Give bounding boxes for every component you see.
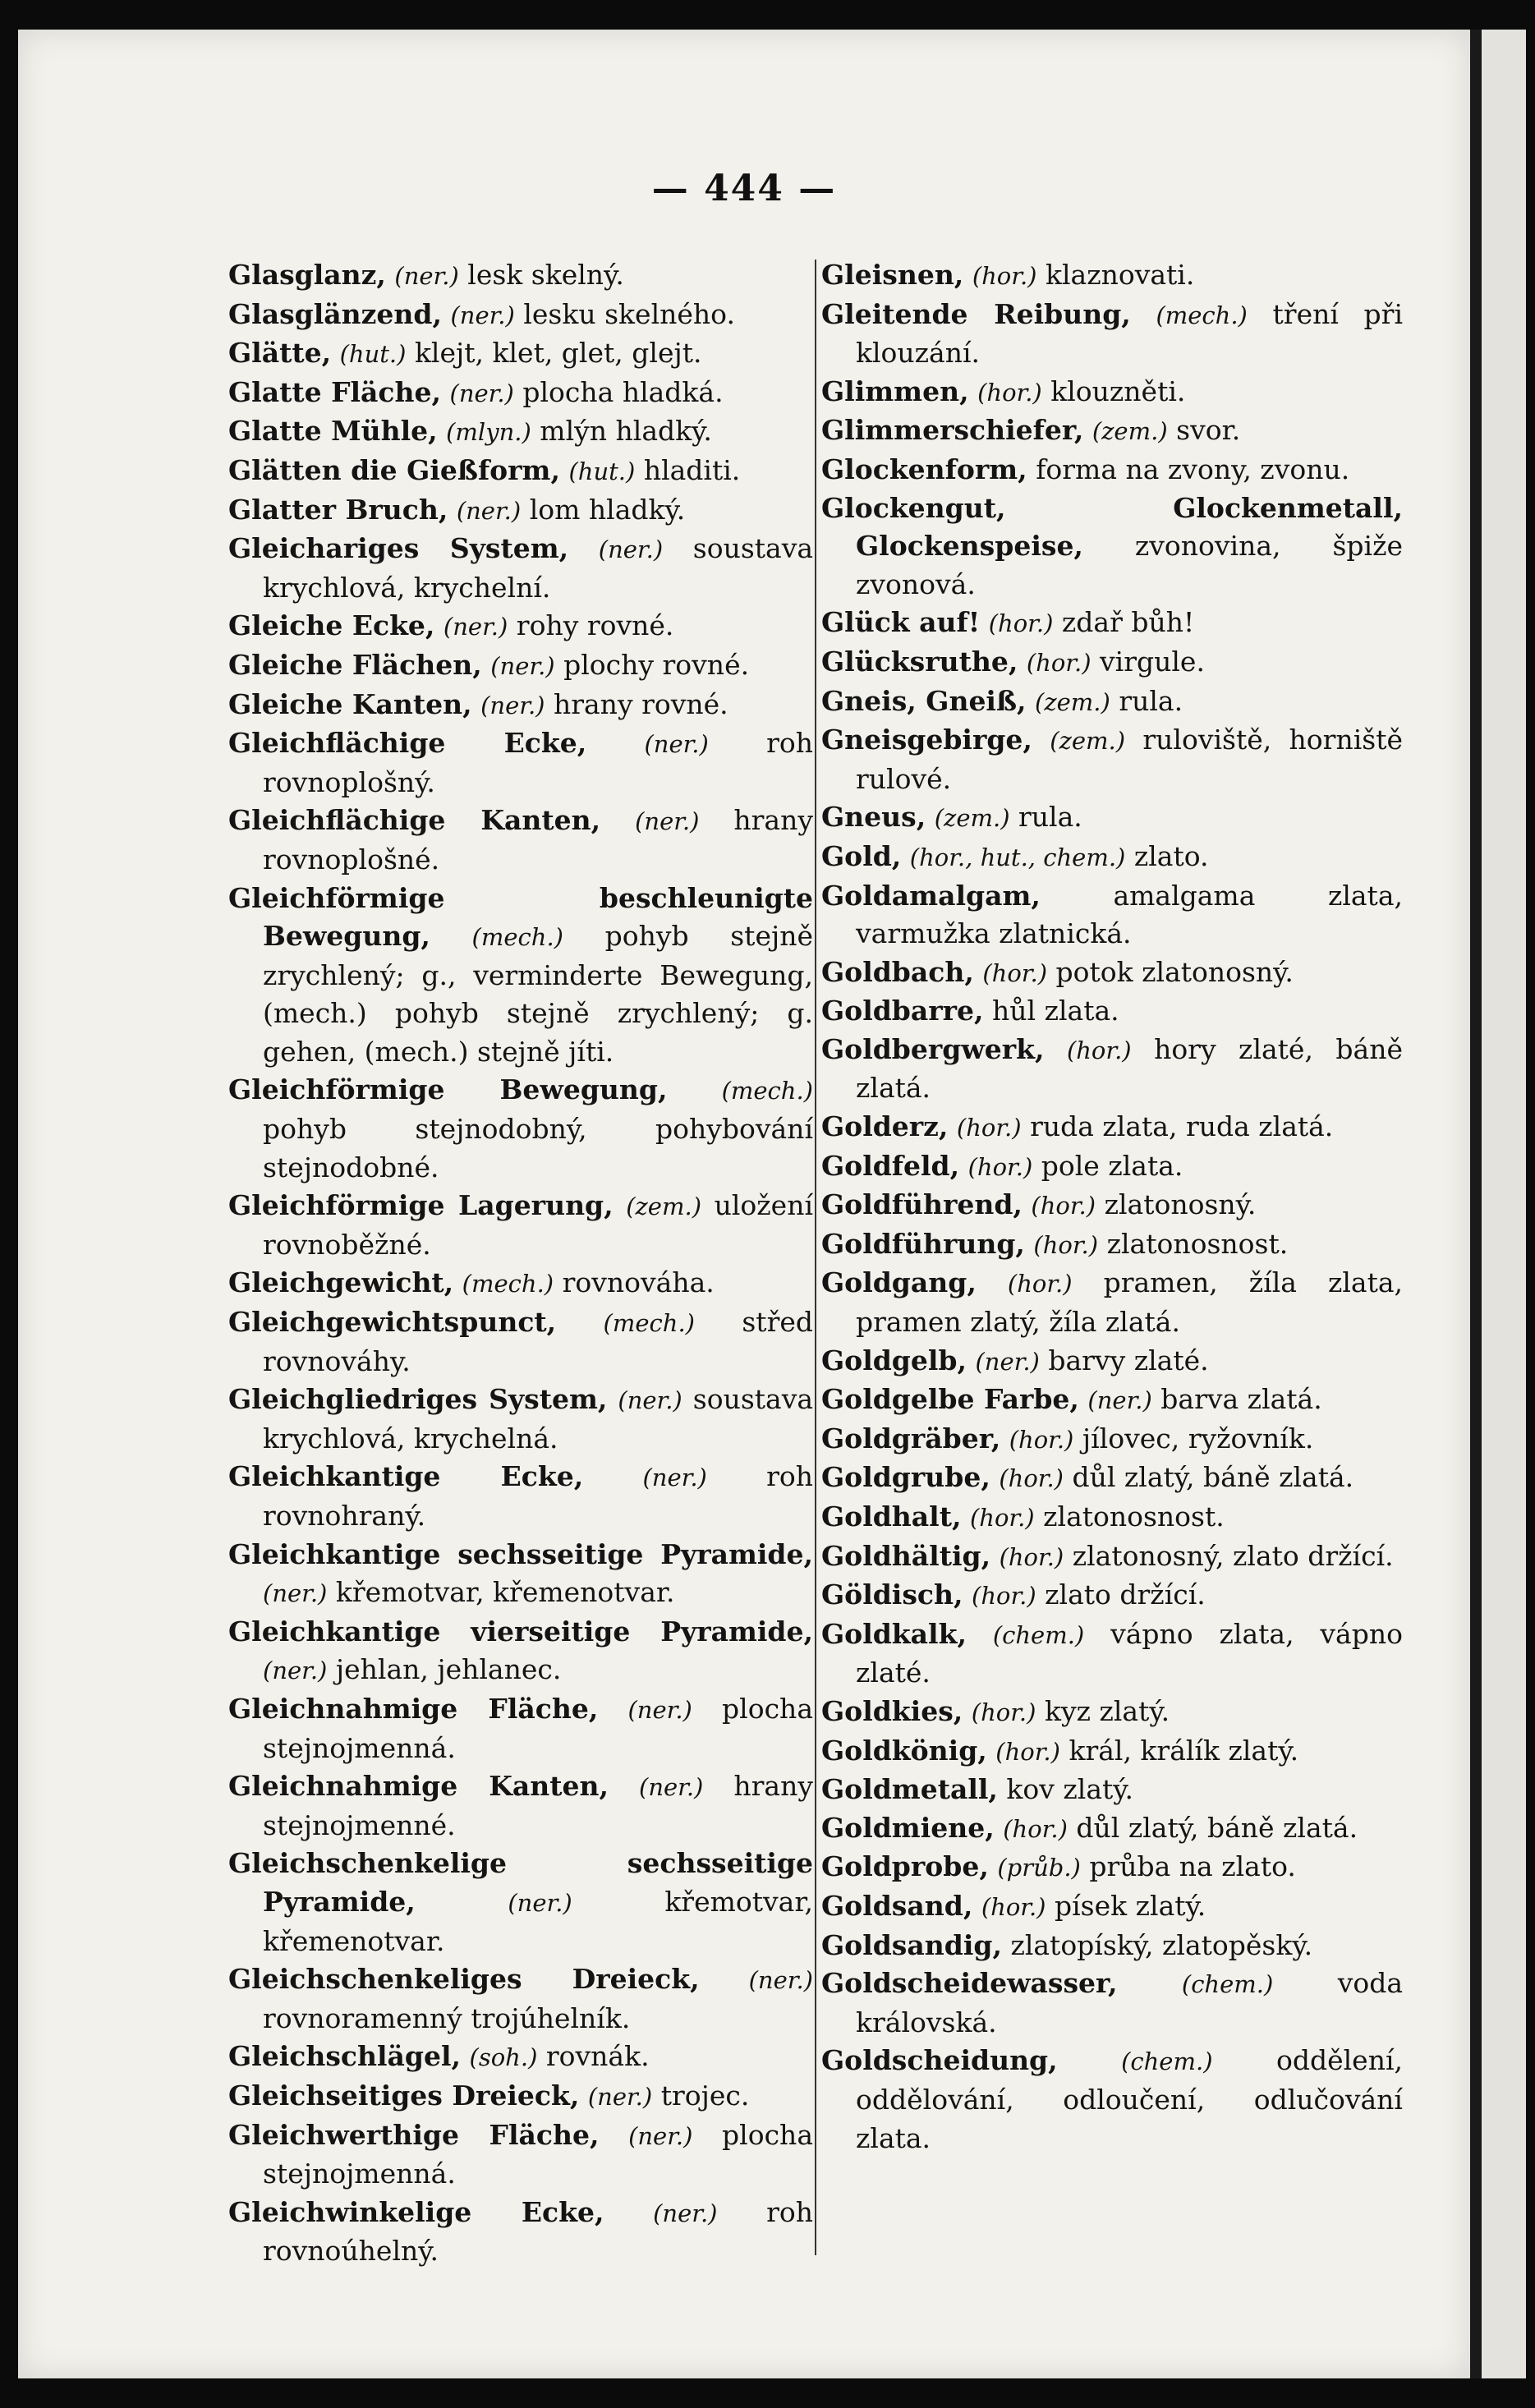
entry-field-abbreviation: (ner.) (490, 651, 555, 680)
dictionary-entry (821, 489, 1403, 604)
entry-translation: střed rovnováhy. (263, 1306, 813, 1377)
entry-translation: virgule. (1100, 645, 1205, 678)
entry-translation: ruda zlata, ruda zlatá. (1030, 1110, 1334, 1143)
entry-translation: klaznovati. (1045, 259, 1195, 291)
dictionary-entry (228, 412, 813, 452)
entry-translation: křemotvar, křemenotvar. (263, 1885, 813, 1957)
entry-translation: zlatonosnost. (1043, 1500, 1225, 1533)
entry-field-abbreviation: (ner.) (627, 1695, 692, 1724)
dictionary-entry (821, 1147, 1403, 1187)
entry-term: Goldkies, (821, 1694, 963, 1727)
entry-term: Goldprobe, (821, 1850, 989, 1883)
entry-translation: potok zlatonosný. (1055, 955, 1294, 988)
entry-term: Goldgelb, (821, 1344, 967, 1376)
dictionary-entry (228, 2194, 813, 2271)
entry-translation: kyz zlatý. (1044, 1694, 1170, 1727)
entry-term: Goldsand, (821, 1889, 973, 1922)
entry-term: Glücksruthe, (821, 645, 1018, 678)
dictionary-entry (821, 1965, 1403, 2042)
entry-translation: roh rovnohraný. (263, 1460, 813, 1532)
entry-translation: hory zlaté, báně zlatá. (856, 1032, 1403, 1105)
entry-translation: trojec. (660, 2079, 750, 2112)
entry-term: Gleichschenkelige sechsseitige Pyramide, (228, 1847, 813, 1918)
entry-term: Göldisch, (821, 1579, 963, 1611)
entry-term: Glockenform, (821, 453, 1027, 485)
entry-translation: plocha stejnojmenná. (263, 2118, 813, 2190)
dictionary-entry (821, 296, 1403, 373)
entry-field-abbreviation: (hor.) (969, 1504, 1035, 1532)
entry-field-abbreviation: (zem.) (1035, 687, 1110, 716)
entry-field-abbreviation: (mech.) (462, 1270, 554, 1298)
entry-translation: hladiti. (643, 453, 741, 486)
entry-translation: zlato. (1133, 839, 1209, 872)
dictionary-entry (821, 2042, 1403, 2158)
entry-term: Goldhalt, (821, 1500, 962, 1533)
entry-field-abbreviation: (hut.) (568, 457, 636, 485)
entry-translation: zvonovina, špiže zvonová. (856, 530, 1403, 600)
entry-translation: uložení rovnoběžné. (263, 1189, 814, 1261)
dictionary-entry (228, 1960, 813, 2038)
dictionary-entry (821, 604, 1403, 643)
entry-field-abbreviation: (zem.) (934, 804, 1010, 833)
entry-term: Gneisgebirge, (821, 724, 1032, 756)
dictionary-entry (821, 877, 1403, 954)
entry-translation: kov zlatý. (1006, 1773, 1134, 1806)
entry-term: Gleichkantige sechsseitige Pyramide, (228, 1537, 813, 1570)
dictionary-entry (228, 1381, 813, 1458)
page-number: — 444 — (651, 168, 837, 209)
entry-field-abbreviation: (mech.) (603, 1309, 695, 1338)
entry-field-abbreviation: (ner.) (975, 1347, 1040, 1376)
entry-term: Glimmerschiefer, (821, 414, 1084, 447)
dictionary-entry (821, 954, 1403, 993)
entry-term: Gleichförmige Lagerung, (228, 1189, 614, 1222)
entry-term: Gleichnahmige Fläche, (228, 1692, 599, 1725)
entry-term: Goldkalk, (821, 1617, 967, 1650)
dictionary-entry (821, 798, 1403, 838)
dictionary-entry (821, 1264, 1403, 1341)
entry-translation: pramen, žíla zlata, pramen zlatý, žíla zlatá. (856, 1266, 1404, 1339)
entry-translation: ruloviště, horniště rulové. (856, 724, 1403, 795)
dictionary-entry (821, 721, 1403, 798)
dictionary-entry (228, 1264, 813, 1303)
entry-field-abbreviation: (ner.) (394, 262, 459, 290)
entry-term: Glimmen, (821, 375, 969, 407)
entry-translation: soustava krychlová, krychelní. (263, 532, 814, 604)
dictionary-entry (821, 451, 1403, 489)
entry-translation: oddělení, oddělování, odloučení, odlučování zlata. (856, 2044, 1403, 2154)
dictionary-entry (228, 256, 813, 296)
entry-field-abbreviation: (zem.) (626, 1193, 702, 1221)
entry-term: Gleisnen, (821, 259, 964, 291)
dictionary-entry (228, 1845, 813, 1960)
entry-field-abbreviation: (ner.) (642, 1464, 707, 1492)
entry-field-abbreviation: (ner.) (456, 496, 522, 525)
dictionary-entry (821, 1498, 1403, 1537)
dictionary-entry (821, 1108, 1403, 1147)
entry-translation: písek zlatý. (1055, 1889, 1206, 1922)
entry-translation: hůl zlata. (992, 995, 1119, 1027)
entry-term: Gleiche Kanten, (228, 687, 472, 720)
dictionary-entry (821, 838, 1403, 877)
entry-term: Gleichschenkeliges Dreieck, (228, 1963, 700, 1996)
entry-translation: rula. (1018, 801, 1082, 834)
entry-term: Goldführend, (821, 1188, 1023, 1221)
dictionary-entry (228, 530, 813, 607)
entry-term: Glatte Mühle, (228, 415, 438, 448)
entry-term: Goldbarre, (821, 995, 984, 1027)
entry-field-abbreviation: (hor.) (977, 378, 1042, 407)
entry-field-abbreviation: (ner.) (618, 1386, 682, 1415)
dictionary-entry (228, 1613, 813, 1690)
entry-term: Gleichkantige vierseitige Pyramide, (228, 1615, 813, 1647)
entry-field-abbreviation: (hor.) (999, 1542, 1064, 1571)
entry-field-abbreviation: (hor.) (972, 262, 1037, 290)
dictionary-entry (821, 1420, 1403, 1459)
entry-field-abbreviation: (hor., hut., chem.) (909, 843, 1126, 871)
entry-field-abbreviation: (hor.) (1007, 1270, 1073, 1298)
entry-term: Goldhältig, (821, 1539, 991, 1572)
entry-field-abbreviation: (chem.) (1181, 1970, 1274, 1999)
entry-field-abbreviation: (hor.) (981, 1892, 1046, 1921)
entry-translation: jehlan, jehlanec. (335, 1653, 562, 1686)
dictionary-entry (228, 1187, 813, 1264)
dictionary-entry (228, 646, 813, 686)
entry-term: Goldbergwerk, (821, 1032, 1045, 1065)
entry-term: Goldscheidewasser, (821, 1967, 1118, 2000)
entry-term: Glatte Fläche, (228, 375, 441, 408)
dictionary-entry (821, 1887, 1403, 1927)
entry-translation: klejt, klet, glet, glejt. (414, 337, 702, 370)
entry-translation: důl zlatý, báně zlatá. (1072, 1461, 1354, 1494)
entry-term: Goldgräber, (821, 1422, 1001, 1454)
dictionary-entry (228, 452, 813, 491)
entry-field-abbreviation: (hor.) (1009, 1425, 1074, 1454)
entry-term: Gleichnahmige Kanten, (228, 1770, 609, 1803)
entry-translation: forma na zvony, zvonu. (1036, 453, 1350, 485)
entry-field-abbreviation: (ner.) (450, 301, 515, 329)
entry-term: Gleichariges System, (228, 532, 569, 565)
dictionary-entry (821, 1186, 1403, 1225)
dictionary-entry (821, 1615, 1403, 1693)
entry-field-abbreviation: (mech.) (721, 1077, 813, 1105)
entry-translation: barva zlatá. (1160, 1383, 1322, 1416)
entry-term: Goldmiene, (821, 1811, 995, 1844)
entry-field-abbreviation: (hor.) (1003, 1814, 1068, 1843)
entry-field-abbreviation: (hor.) (988, 609, 1054, 638)
entry-translation: barvy zlaté. (1048, 1344, 1209, 1376)
dictionary-entry (228, 724, 813, 802)
dictionary-entry (821, 1342, 1403, 1381)
dictionary-entry (228, 1071, 813, 1187)
book-gutter (1470, 30, 1482, 2378)
column-divider (815, 260, 816, 2255)
entry-term: Gleichseitiges Dreieck, (228, 2079, 580, 2112)
entry-field-abbreviation: (mech.) (1156, 301, 1248, 329)
entry-term: Goldgrube, (821, 1461, 990, 1494)
entry-translation: zdař bůh! (1061, 606, 1195, 639)
entry-field-abbreviation: (ner.) (598, 535, 664, 564)
entry-field-abbreviation: (průb.) (997, 1854, 1081, 1882)
entry-term: Gneus, (821, 801, 926, 834)
dictionary-entry (821, 992, 1403, 1031)
entry-field-abbreviation: (hor.) (1066, 1036, 1132, 1064)
entry-field-abbreviation: (ner.) (635, 807, 700, 836)
entry-term: Glatter Bruch, (228, 493, 448, 526)
entry-translation: plocha hladká. (522, 375, 724, 408)
entry-field-abbreviation: (ner.) (1087, 1386, 1152, 1415)
entry-translation: rohy rovné. (516, 609, 674, 642)
entry-translation: svor. (1176, 414, 1241, 447)
entry-translation: mlýn hladký. (540, 415, 712, 448)
entry-field-abbreviation: (ner.) (263, 1579, 328, 1608)
dictionary-entry (228, 1767, 813, 1845)
dictionary-entry (228, 1458, 813, 1535)
entry-translation: rovnováha. (562, 1266, 715, 1299)
entry-field-abbreviation: (hor.) (956, 1114, 1022, 1142)
entry-term: Gleichwerthige Fläche, (228, 2118, 600, 2151)
entry-field-abbreviation: (hor.) (1033, 1230, 1099, 1259)
entry-term: Gleichgewichtspunct, (228, 1306, 557, 1339)
entry-field-abbreviation: (zem.) (1050, 727, 1126, 756)
dictionary-entry (228, 374, 813, 413)
entry-field-abbreviation: (mlyn.) (446, 418, 531, 447)
entry-term: Goldbach, (821, 955, 974, 988)
entry-field-abbreviation: (hor.) (1026, 648, 1092, 677)
entry-term: Gleichförmige Bewegung, (228, 1073, 668, 1106)
entry-translation: lom hladký. (529, 493, 686, 526)
entry-term: Gleiche Flächen, (228, 648, 482, 681)
entry-field-abbreviation: (zem.) (1092, 417, 1168, 446)
entry-term: Goldgang, (821, 1266, 977, 1299)
right-column (821, 256, 1403, 2158)
entry-term: Golderz, (821, 1110, 949, 1143)
dictionary-entry (228, 334, 813, 374)
dictionary-entry (228, 2038, 813, 2077)
entry-term: Glockengut, Glockenmetall, Glockenspeise, (821, 491, 1403, 563)
dictionary-entry (821, 1031, 1403, 1108)
entry-translation: křemotvar, křemenotvar. (335, 1576, 675, 1609)
entry-translation: rovnoramenný trojúhelník. (263, 2001, 631, 2034)
entry-translation: roh rovnoplošný. (263, 727, 813, 798)
dictionary-entry (821, 682, 1403, 722)
entry-term: Gold, (821, 839, 902, 872)
entry-translation: lesku skelného. (523, 297, 735, 330)
dictionary-entry (821, 643, 1403, 682)
entry-translation: vápno zlata, vápno zlaté. (856, 1617, 1403, 1689)
entry-field-abbreviation: (ner.) (449, 379, 514, 407)
entry-field-abbreviation: (chem.) (992, 1620, 1085, 1649)
dictionary-entry (821, 1459, 1403, 1498)
dictionary-entry (228, 1690, 813, 1767)
entry-term: Goldfeld, (821, 1149, 960, 1182)
entry-field-abbreviation: (ner.) (639, 1773, 704, 1802)
dictionary-entry (821, 1537, 1403, 1577)
dictionary-entry (228, 686, 813, 725)
entry-term: Glück auf! (821, 606, 981, 639)
dictionary-entry (228, 1536, 813, 1613)
entry-term: Gleichkantige Ecke, (228, 1460, 584, 1493)
entry-translation: zlatonosný. (1104, 1188, 1257, 1221)
dictionary-entry (821, 256, 1403, 296)
dictionary-entry (821, 411, 1403, 451)
entry-field-abbreviation: (ner.) (263, 1657, 328, 1685)
entry-translation: voda královská. (856, 1967, 1403, 2038)
entry-translation: tření při klouzání. (856, 297, 1403, 370)
entry-term: Gleichgewicht, (228, 1266, 454, 1299)
entry-translation: plochy rovné. (563, 648, 750, 681)
entry-translation: hrany rovnoplošné. (263, 804, 814, 875)
entry-term: Gleichförmige beschleunigte Bewegung, (228, 881, 813, 953)
dictionary-entry (821, 1771, 1403, 1809)
dictionary-entry (228, 802, 813, 879)
entry-field-abbreviation: (chem.) (1121, 2047, 1213, 2076)
dictionary-entry (821, 1732, 1403, 1772)
entry-field-abbreviation: (ner.) (480, 691, 545, 719)
dictionary-entry (228, 2116, 813, 2194)
dictionary-entry (228, 491, 813, 531)
dictionary-entry (821, 1576, 1403, 1615)
entry-field-abbreviation: (hor.) (1031, 1192, 1096, 1220)
entry-term: Goldsandig, (821, 1928, 1002, 1961)
left-column (228, 256, 813, 2271)
adjacent-page-edge (1482, 30, 1526, 2378)
entry-translation: zlatonosný, zlato držící. (1072, 1539, 1394, 1572)
entry-translation: plocha stejnojmenná. (263, 1692, 813, 1764)
dictionary-entry (821, 1381, 1403, 1420)
dictionary-entry (821, 1848, 1403, 1887)
dictionary-entry (228, 296, 813, 335)
entry-term: Gleichgliedriges System, (228, 1383, 608, 1416)
entry-field-abbreviation: (hor.) (971, 1698, 1036, 1726)
entry-term: Glätten die Gießform, (228, 453, 560, 486)
entry-translation: pohyb stejně zrychlený; g., verminderte Bewegung, (mech.) pohyb stejně zrychlený; g. gehen, (mech.) stejně jíti. (263, 920, 813, 1068)
dictionary-entry (228, 880, 813, 1072)
entry-term: Goldkönig, (821, 1734, 987, 1767)
entry-translation: pole zlata. (1041, 1149, 1183, 1182)
entry-term: Goldmetall, (821, 1773, 998, 1806)
dictionary-entry (228, 607, 813, 646)
entry-translation: zlatonosnost. (1106, 1227, 1289, 1260)
entry-field-abbreviation: (ner.) (748, 1966, 813, 1995)
entry-translation: důl zlatý, báně zlatá. (1076, 1811, 1358, 1844)
entry-term: Goldgelbe Farbe, (821, 1383, 1079, 1416)
entry-term: Gleiche Ecke, (228, 609, 435, 642)
entry-translation: král, králík zlatý. (1069, 1734, 1299, 1767)
entry-term: Glätte, (228, 337, 332, 370)
entry-term: Goldführung, (821, 1227, 1025, 1260)
dictionary-page (18, 30, 1470, 2378)
entry-term: Gneis, Gneiß, (821, 684, 1027, 717)
entry-field-abbreviation: (hor.) (995, 1737, 1060, 1766)
entry-term: Goldscheidung, (821, 2044, 1058, 2077)
entry-field-abbreviation: (mech.) (471, 923, 563, 952)
entry-field-abbreviation: (ner.) (443, 613, 508, 641)
entry-field-abbreviation: (soh.) (469, 2043, 538, 2072)
entry-translation: rula. (1119, 684, 1183, 717)
entry-translation: amalgama zlata, varmužka zlatnická. (856, 879, 1403, 950)
dictionary-entry (821, 373, 1403, 412)
entry-field-abbreviation: (ner.) (628, 2121, 693, 2150)
entry-field-abbreviation: (hor.) (972, 1582, 1036, 1611)
entry-translation: rovnák. (545, 2040, 650, 2073)
entry-term: Gleichflächige Ecke, (228, 727, 587, 760)
entry-field-abbreviation: (hor.) (982, 958, 1048, 987)
dictionary-entry (821, 1809, 1403, 1849)
dictionary-entry (821, 1225, 1403, 1265)
entry-term: Gleichflächige Kanten, (228, 804, 601, 837)
entry-term: Gleitende Reibung, (821, 297, 1131, 330)
entry-field-abbreviation: (hor.) (967, 1152, 1033, 1181)
dictionary-entry (228, 1303, 813, 1381)
entry-translation: hrany stejnojmenné. (263, 1770, 813, 1841)
entry-term: Glasglanz, (228, 259, 386, 291)
entry-field-abbreviation: (ner.) (508, 1888, 572, 1917)
entry-field-abbreviation: (ner.) (587, 2082, 653, 2111)
entry-field-abbreviation: (hut.) (339, 340, 407, 369)
entry-term: Gleichschlägel, (228, 2040, 462, 2073)
entry-field-abbreviation: (hor.) (999, 1464, 1064, 1493)
dictionary-entry (228, 2077, 813, 2116)
entry-translation: pohyb stejnodobný, pohybování stejnodobné. (263, 1113, 813, 1183)
entry-translation: zlato držící. (1045, 1579, 1206, 1611)
entry-translation: soustava krychlová, krychelná. (263, 1383, 814, 1454)
entry-field-abbreviation: (ner.) (653, 2199, 718, 2227)
dictionary-entry (821, 1927, 1403, 1965)
entry-translation: jílovec, ryžovník. (1082, 1422, 1314, 1454)
entry-term: Glasglänzend, (228, 297, 442, 330)
entry-translation: hrany rovné. (553, 687, 728, 720)
entry-translation: lesk skelný. (467, 259, 624, 291)
entry-translation: roh rovnoúhelný. (263, 2195, 814, 2268)
entry-term: Goldamalgam, (821, 879, 1041, 912)
dictionary-entry (821, 1693, 1403, 1732)
entry-translation: klouzněti. (1050, 375, 1186, 407)
entry-term: Gleichwinkelige Ecke, (228, 2195, 604, 2228)
entry-field-abbreviation: (ner.) (644, 730, 709, 759)
entry-translation: průba na zlato. (1089, 1850, 1296, 1883)
entry-translation: zlatopíský, zlatopěský. (1010, 1928, 1313, 1961)
